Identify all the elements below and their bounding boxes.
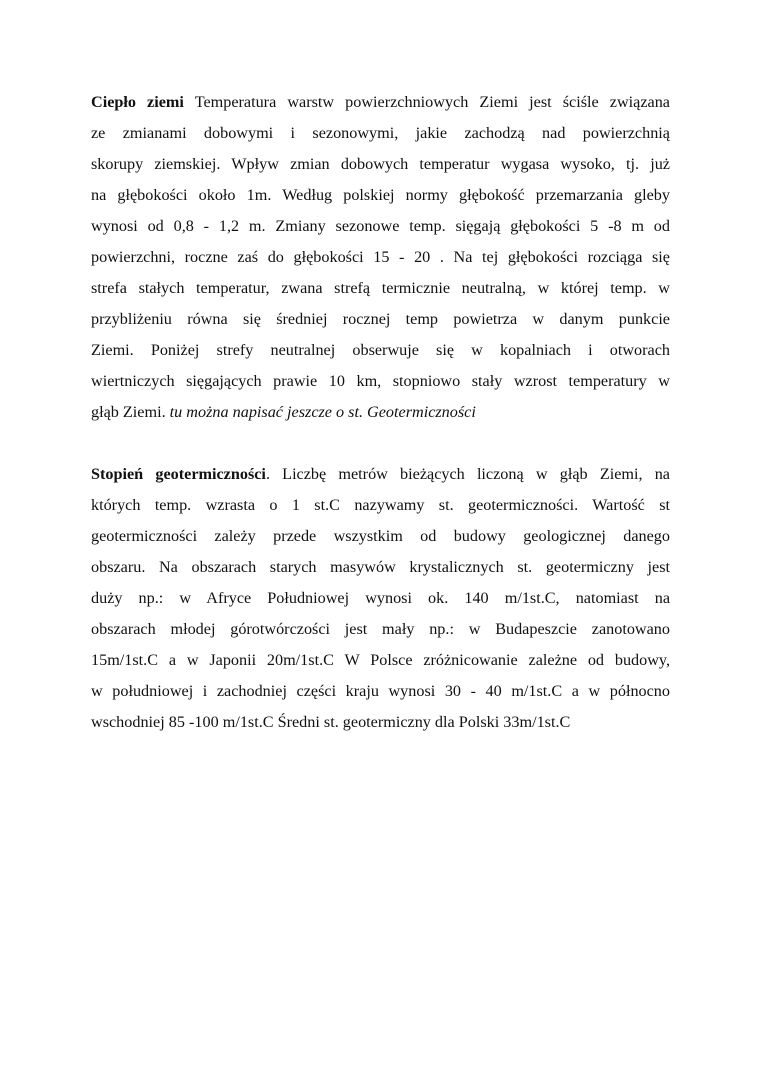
body-text: skorupy ziemskiej. Wpływ zmian dobowych temperatur wygasa wysoko, tj. już	[91, 155, 670, 173]
body-text: wynosi od 0,8 - 1,2 m. Zmiany sezonowe temp. sięgają głębokości 5 -8 m od	[91, 217, 670, 235]
body-text: głąb Ziemi.	[91, 403, 170, 421]
text-line	[91, 614, 670, 645]
body-text: Temperatura warstw powierzchniowych Ziemi jest ściśle związana	[183, 93, 670, 111]
text-line	[91, 211, 670, 242]
body-text: powierzchni, roczne zaś do głębokości 15 - 20 . Na tej głębokości rozciąga się	[91, 248, 670, 266]
text-line	[91, 645, 670, 676]
text-line	[91, 87, 670, 118]
text-line	[91, 273, 670, 304]
text-line	[91, 583, 670, 614]
text-line	[91, 490, 670, 521]
body-text: ze zmianami dobowymi i sezonowymi, jakie zachodzą nad powierzchnią	[91, 124, 670, 142]
text-line	[91, 676, 670, 707]
text-line	[91, 459, 670, 490]
body-text: 15m/1st.C a w Japonii 20m/1st.C W Polsce zróżnicowanie zależne od budowy,	[91, 651, 670, 669]
body-text: duży np.: w Afryce Południowej wynosi ok. 140 m/1st.C, natomiast na	[91, 589, 670, 607]
body-text: przybliżeniu równa się średniej rocznej temp powietrza w danym punkcie	[91, 310, 670, 328]
text-line	[91, 521, 670, 552]
italic-note: tu można napisać jeszcze o st. Geotermiczności	[169, 403, 476, 421]
body-text: na głębokości około 1m. Według polskiej normy głębokość przemarzania gleby	[91, 186, 670, 204]
body-text: geotermiczności zależy przede wszystkim od budowy geologicznej danego	[91, 527, 670, 545]
bold-heading: Ciepło ziemi	[91, 93, 184, 111]
text-line	[91, 149, 670, 180]
body-text: w południowej i zachodniej części kraju wynosi 30 - 40 m/1st.C a w północno	[91, 682, 670, 700]
body-text: Ziemi. Poniżej strefy neutralnej obserwuje się w kopalniach i otworach	[91, 341, 670, 359]
text-line	[91, 242, 670, 273]
body-text: wschodniej 85 -100 m/1st.C Średni st. geotermiczny dla Polski 33m/1st.C	[91, 713, 571, 731]
paragraph-stopien-geotermicznosci	[91, 459, 670, 738]
text-line	[91, 366, 670, 397]
paragraph-cieplo-ziemi	[91, 87, 670, 428]
body-text: . Liczbę metrów bieżących liczoną w głąb Ziemi, na	[265, 465, 670, 483]
body-text: strefa stałych temperatur, zwana strefą termicznie neutralną, w której temp. w	[91, 279, 670, 297]
body-text: wiertniczych sięgających prawie 10 km, stopniowo stały wzrost temperatury w	[91, 372, 670, 390]
text-line	[91, 707, 670, 738]
text-line	[91, 118, 670, 149]
text-line	[91, 397, 670, 428]
bold-heading: Stopień geotermiczności	[91, 465, 266, 483]
text-line	[91, 335, 670, 366]
text-line	[91, 180, 670, 211]
body-text: obszaru. Na obszarach starych masywów krystalicznych st. geotermiczny jest	[91, 558, 670, 576]
body-text: których temp. wzrasta o 1 st.C nazywamy st. geotermiczności. Wartość st	[91, 496, 670, 514]
text-line	[91, 304, 670, 335]
text-line	[91, 552, 670, 583]
body-text: obszarach młodej górotwórczości jest mały np.: w Budapeszcie zanotowano	[91, 620, 670, 638]
